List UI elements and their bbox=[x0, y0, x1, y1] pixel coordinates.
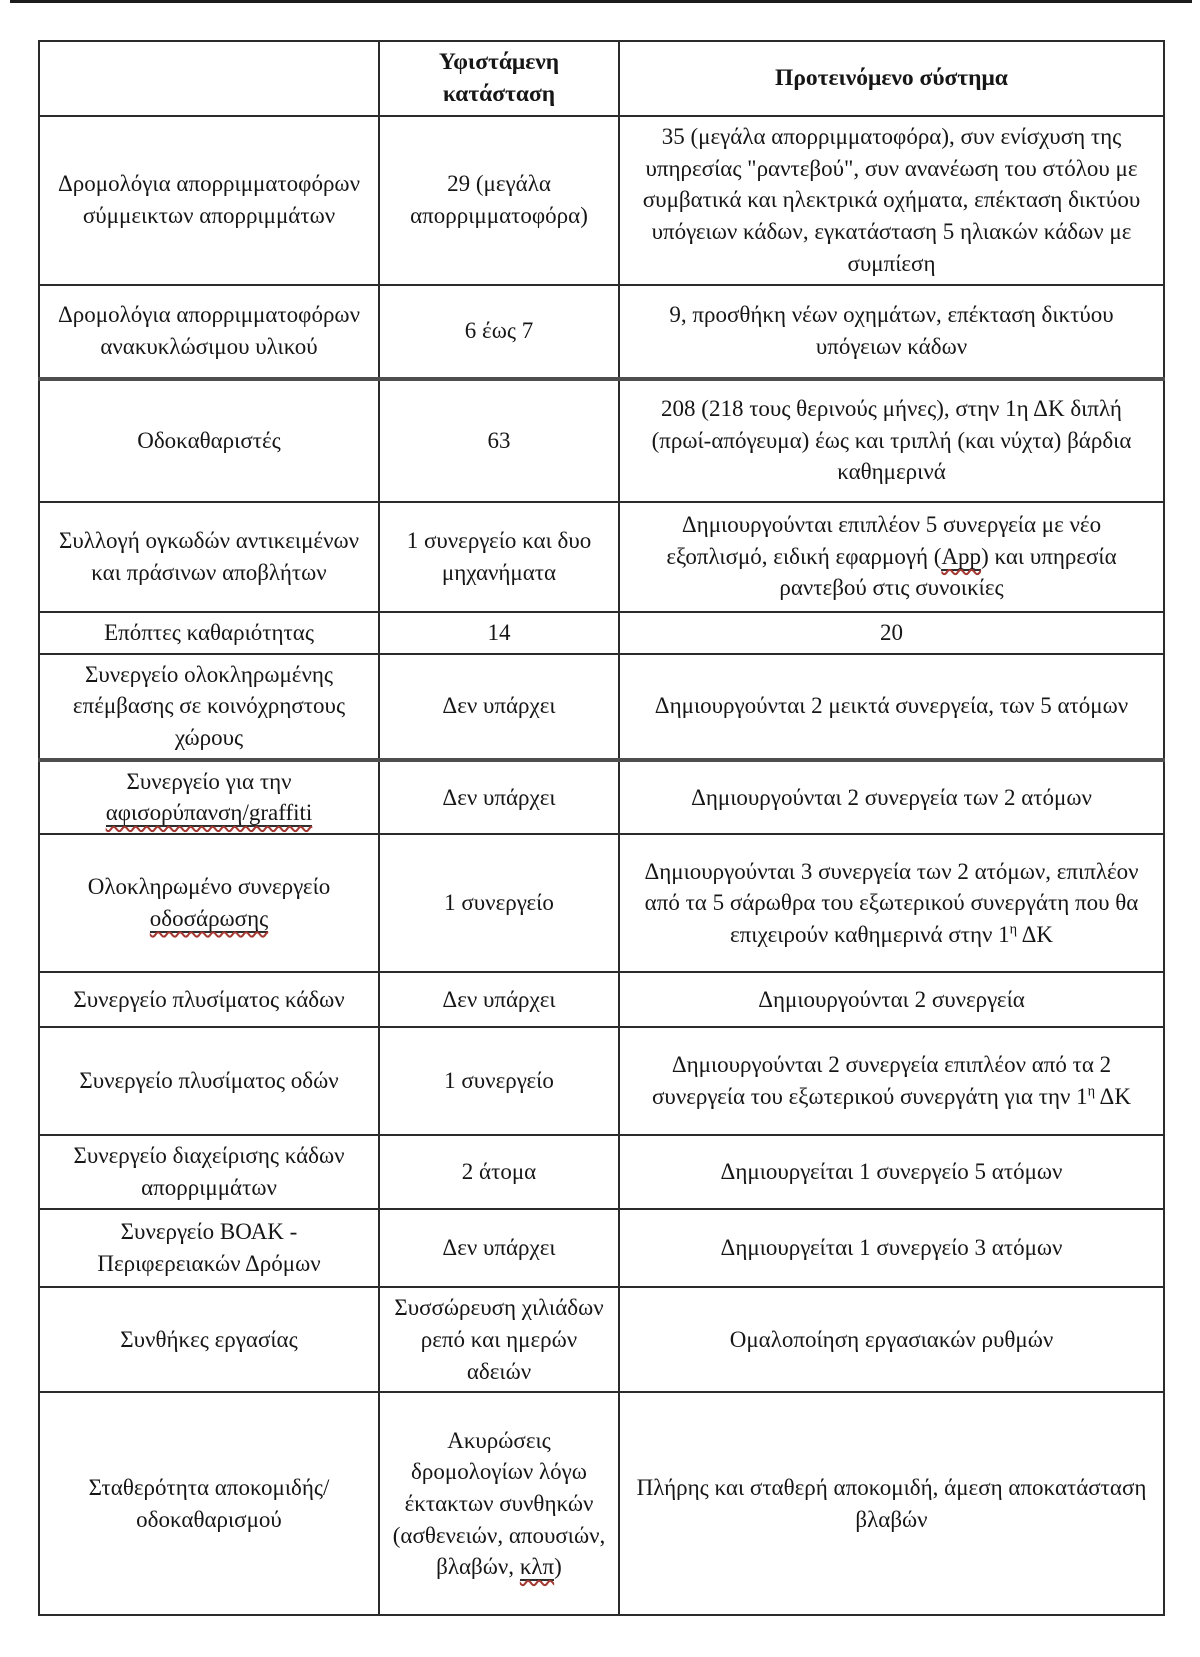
table-row bbox=[39, 1392, 1164, 1615]
current-cell: Δεν υπάρχει bbox=[379, 972, 619, 1027]
proposed-cell: Πλήρης και σταθερή αποκομιδή, άμεση αποκατάσταση βλαβών bbox=[619, 1392, 1164, 1615]
current-cell: Δεν υπάρχει bbox=[379, 1209, 619, 1287]
category-cell: Συνεργείο ολοκληρωμένης επέμβασης σε κοινόχρηστους χώρους bbox=[39, 654, 379, 760]
table-row bbox=[39, 1027, 1164, 1135]
table-row bbox=[39, 612, 1164, 654]
category-cell: Συνεργείο για την αφισορύπανση/graffiti bbox=[39, 760, 379, 834]
header-cell-current: Υφιστάμενη κατάσταση bbox=[379, 41, 619, 116]
current-cell: 63 bbox=[379, 379, 619, 502]
table-row bbox=[39, 502, 1164, 612]
comparison-table bbox=[38, 40, 1165, 1616]
category-cell: Συνεργείο ΒΟΑΚ - Περιφερειακών Δρόμων bbox=[39, 1209, 379, 1287]
category-cell: Συλλογή ογκωδών αντικειμένων και πράσινων αποβλήτων bbox=[39, 502, 379, 612]
category-cell: Δρομολόγια απορριμματοφόρων ανακυκλώσιμου υλικού bbox=[39, 285, 379, 379]
category-cell: Συνεργείο πλυσίματος κάδων bbox=[39, 972, 379, 1027]
proposed-cell: Δημιουργούνται επιπλέον 5 συνεργεία με νέο εξοπλισμό, ειδική εφαρμογή (App) και υπηρεσία ραντεβού στις συνοικίες bbox=[619, 502, 1164, 612]
proposed-cell: Δημιουργείται 1 συνεργείο 3 ατόμων bbox=[619, 1209, 1164, 1287]
table-body bbox=[39, 116, 1164, 1616]
proposed-cell: 208 (218 τους θερινούς μήνες), στην 1η ΔΚ διπλή (πρωί-απόγευμα) έως και τριπλή (και νύχτα) βάρδια καθημερινά bbox=[619, 379, 1164, 502]
current-cell: Ακυρώσεις δρομολογίων λόγω έκτακτων συνθηκών (ασθενειών, απουσιών, βλαβών, κλπ) bbox=[379, 1392, 619, 1615]
table-row bbox=[39, 285, 1164, 379]
header-row bbox=[39, 41, 1164, 116]
table-row bbox=[39, 116, 1164, 285]
current-cell: 14 bbox=[379, 612, 619, 654]
table-row bbox=[39, 1135, 1164, 1209]
current-cell: Δεν υπάρχει bbox=[379, 760, 619, 834]
category-cell: Οδοκαθαριστές bbox=[39, 379, 379, 502]
category-cell: Σταθερότητα αποκομιδής/οδοκαθαρισμού bbox=[39, 1392, 379, 1615]
current-cell: 2 άτομα bbox=[379, 1135, 619, 1209]
category-cell: Επόπτες καθαριότητας bbox=[39, 612, 379, 654]
current-cell: Δεν υπάρχει bbox=[379, 654, 619, 760]
category-cell: Συνεργείο διαχείρισης κάδων απορριμμάτων bbox=[39, 1135, 379, 1209]
table-row bbox=[39, 379, 1164, 502]
current-cell: Συσσώρευση χιλιάδων ρεπό και ημερών αδειών bbox=[379, 1287, 619, 1392]
table-row bbox=[39, 1287, 1164, 1392]
header-cell-proposed: Προτεινόμενο σύστημα bbox=[619, 41, 1164, 116]
proposed-cell: Δημιουργούνται 2 συνεργεία των 2 ατόμων bbox=[619, 760, 1164, 834]
category-cell: Ολοκληρωμένο συνεργείο οδοσάρωσης bbox=[39, 834, 379, 972]
page-edge-line bbox=[10, 0, 1192, 3]
table-row bbox=[39, 972, 1164, 1027]
proposed-cell: Δημιουργούνται 3 συνεργεία των 2 ατόμων, επιπλέον από τα 5 σάρωθρα του εξωτερικού συνεργάτη που θα επιχειρούν καθημερινά στην $1^\eta$ ΔΚ bbox=[619, 834, 1164, 972]
header-cell-category bbox=[39, 41, 379, 116]
current-cell: 1 συνεργείο και δυο μηχανήματα bbox=[379, 502, 619, 612]
proposed-cell: Δημιουργούνται 2 μεικτά συνεργεία, των 5 ατόμων bbox=[619, 654, 1164, 760]
proposed-cell: Δημιουργείται 1 συνεργείο 5 ατόμων bbox=[619, 1135, 1164, 1209]
proposed-cell: 9, προσθήκη νέων οχημάτων, επέκταση δικτύου υπόγειων κάδων bbox=[619, 285, 1164, 379]
proposed-cell: 35 (μεγάλα απορριμματοφόρα), συν ενίσχυση της υπηρεσίας "ραντεβού", συν ανανέωση του στόλου με συμβατικά και ηλεκτρικά οχήματα, επέκταση δικτύου υπόγειων κάδων, εγκατάσταση 5 ηλιακών κάδων με συμπίεση bbox=[619, 116, 1164, 285]
proposed-cell: Ομαλοποίηση εργασιακών ρυθμών bbox=[619, 1287, 1164, 1392]
table-row bbox=[39, 1209, 1164, 1287]
proposed-cell: 20 bbox=[619, 612, 1164, 654]
current-cell: 29 (μεγάλα απορριμματοφόρα) bbox=[379, 116, 619, 285]
category-cell: Συνεργείο πλυσίματος οδών bbox=[39, 1027, 379, 1135]
table-row bbox=[39, 654, 1164, 760]
category-cell: Δρομολόγια απορριμματοφόρων σύμμεικτων απορριμμάτων bbox=[39, 116, 379, 285]
table-row bbox=[39, 760, 1164, 834]
current-cell: 1 συνεργείο bbox=[379, 834, 619, 972]
proposed-cell: Δημιουργούνται 2 συνεργεία επιπλέον από τα 2 συνεργεία του εξωτερικού συνεργάτη για την $1^\eta$ ΔΚ bbox=[619, 1027, 1164, 1135]
current-cell: 6 έως 7 bbox=[379, 285, 619, 379]
category-cell: Συνθήκες εργασίας bbox=[39, 1287, 379, 1392]
current-cell: 1 συνεργείο bbox=[379, 1027, 619, 1135]
table-row bbox=[39, 834, 1164, 972]
proposed-cell: Δημιουργούνται 2 συνεργεία bbox=[619, 972, 1164, 1027]
